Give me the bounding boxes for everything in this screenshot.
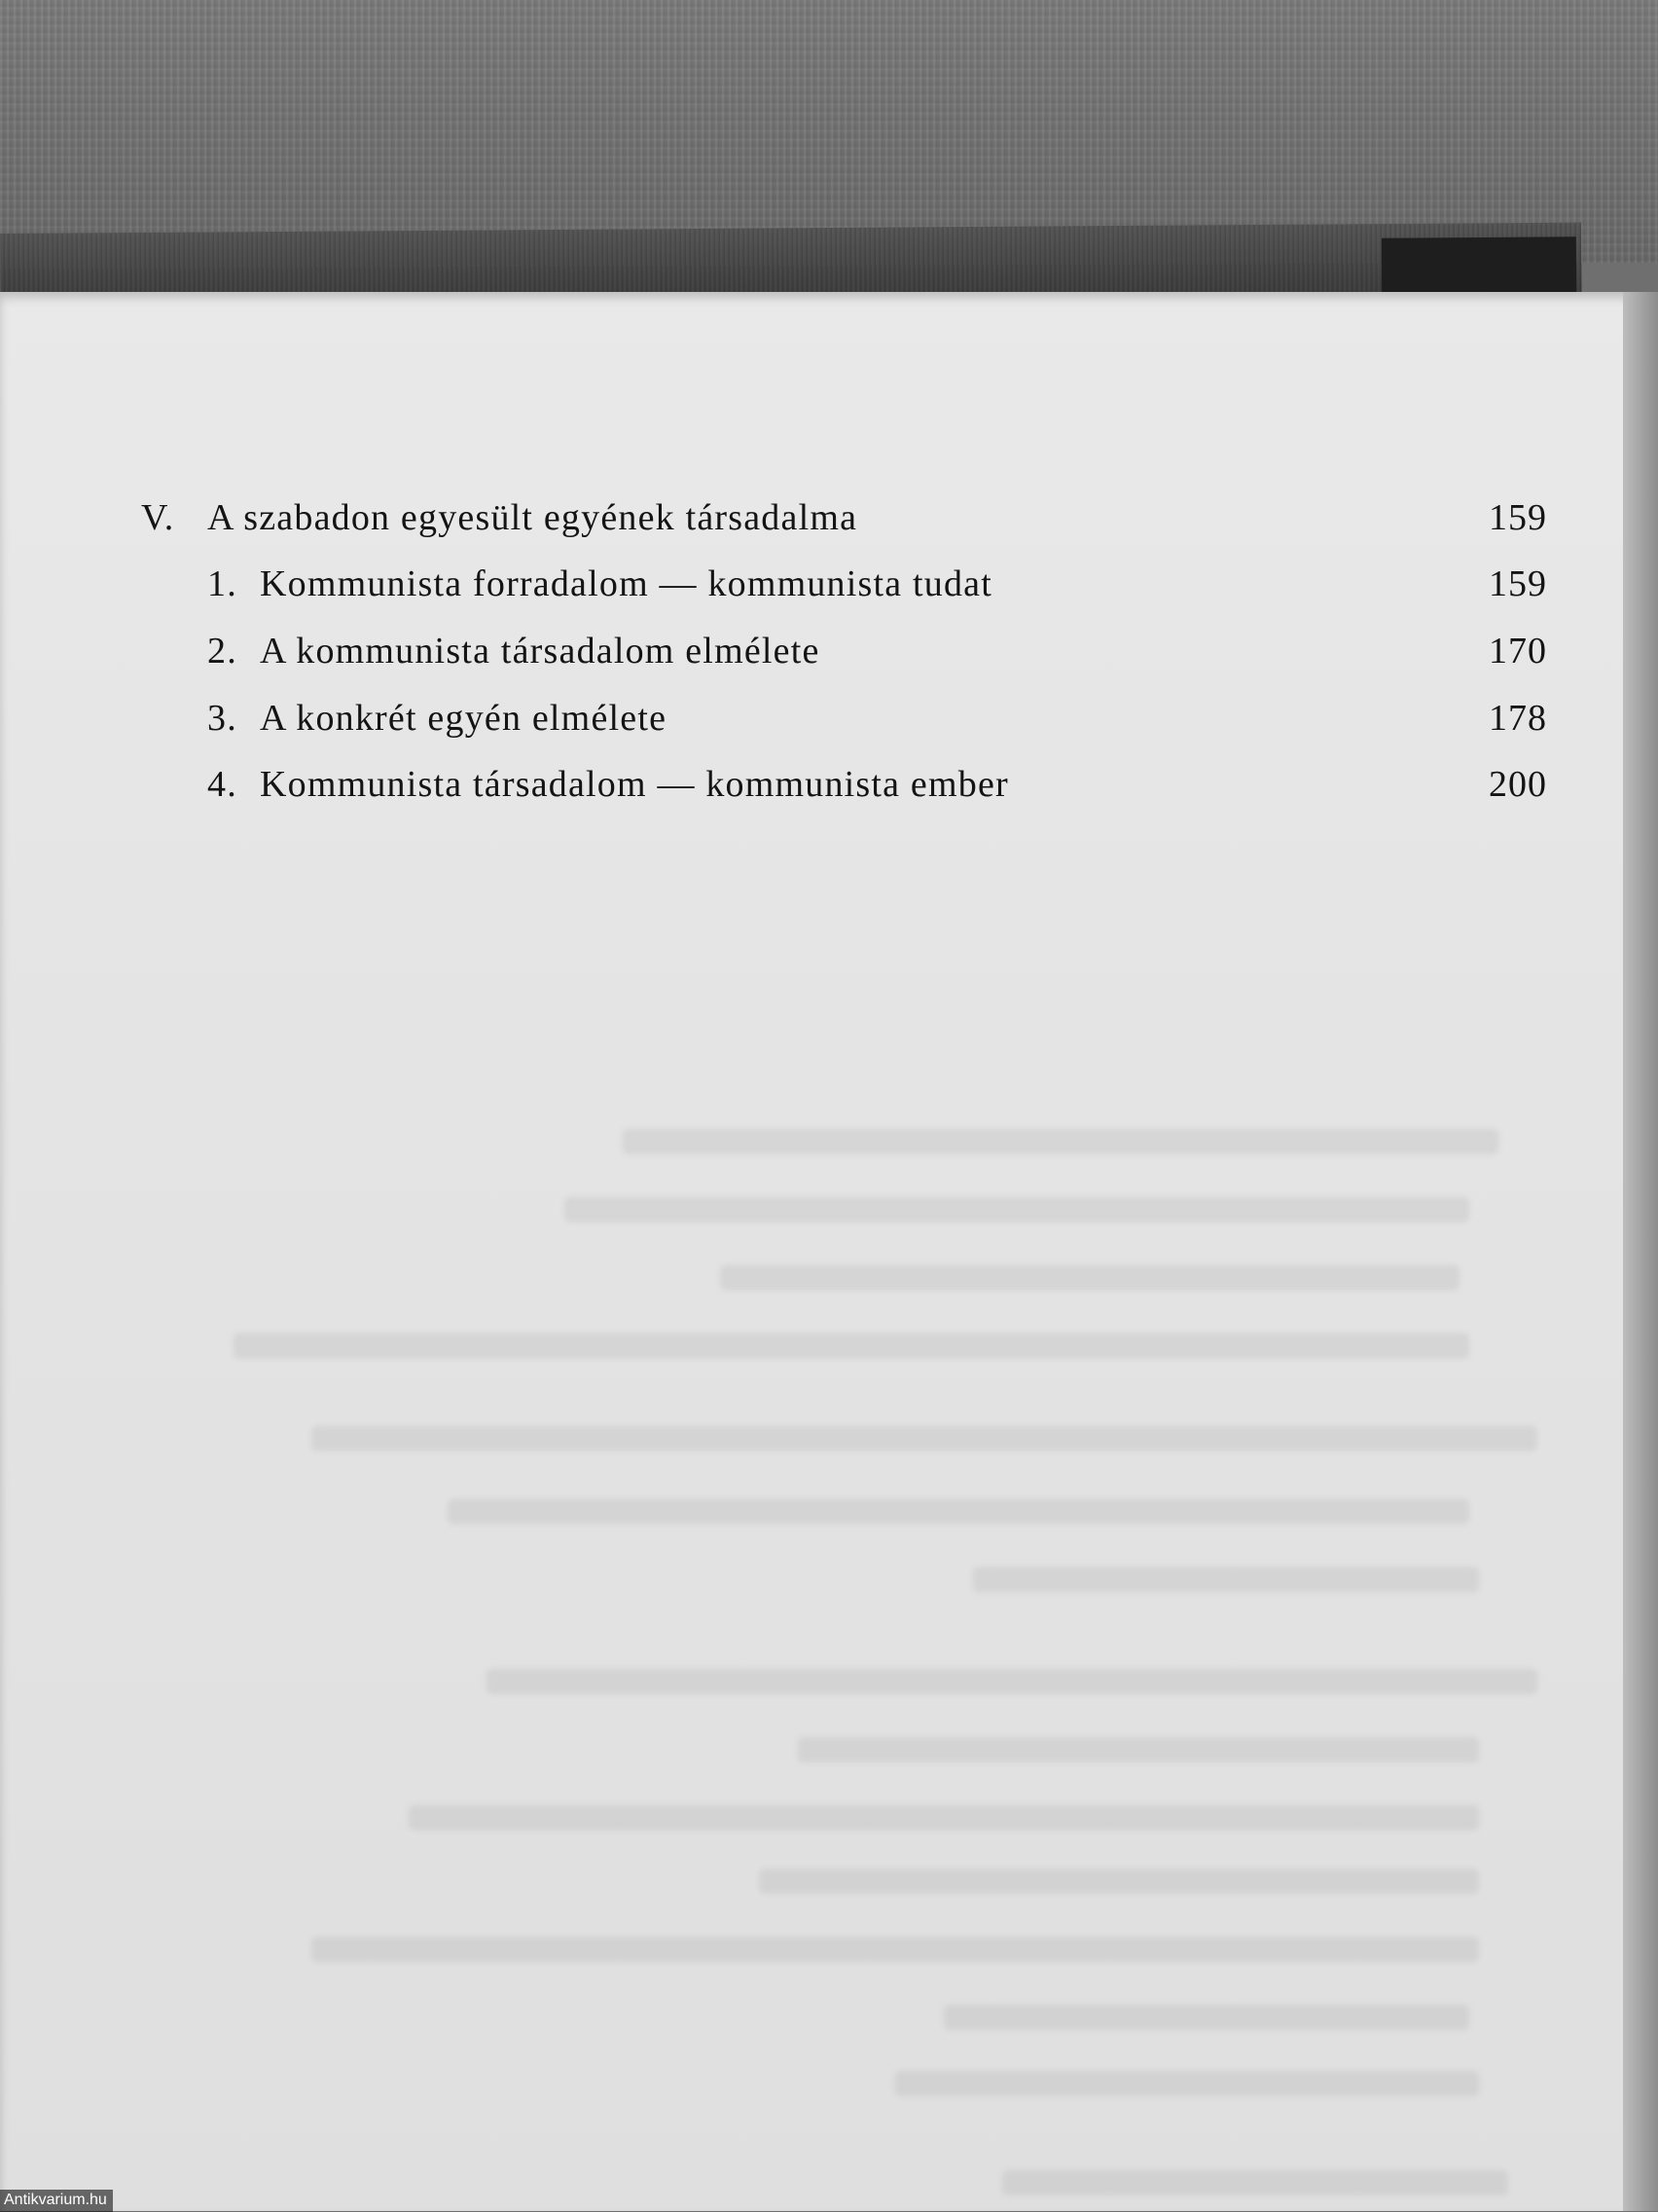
section-title: Kommunista forradalom — kommunista tudat bbox=[260, 563, 993, 604]
section-page-number: 178 bbox=[1489, 698, 1547, 739]
section-page-number: 200 bbox=[1489, 764, 1547, 805]
page-stack-edge bbox=[1623, 292, 1658, 2211]
section-title: A konkrét egyén elmélete bbox=[260, 698, 667, 739]
section-page-number: 159 bbox=[1489, 563, 1547, 604]
chapter-page-number: 159 bbox=[1489, 497, 1547, 538]
section-number: 4. bbox=[207, 764, 237, 805]
section-number: 2. bbox=[207, 631, 237, 671]
section-number: 3. bbox=[207, 698, 237, 739]
section-page-number: 170 bbox=[1489, 631, 1547, 671]
chapter-title: A szabadon egyesült egyének társadalma bbox=[207, 497, 858, 538]
section-number: 1. bbox=[207, 563, 237, 604]
section-title: A kommunista társadalom elmélete bbox=[260, 631, 820, 671]
book-spine-dark bbox=[1382, 236, 1576, 298]
watermark-label: Antikvarium.hu bbox=[0, 2190, 113, 2212]
chapter-number: V. bbox=[141, 497, 175, 538]
section-title: Kommunista társadalom — kommunista ember bbox=[260, 764, 1009, 805]
